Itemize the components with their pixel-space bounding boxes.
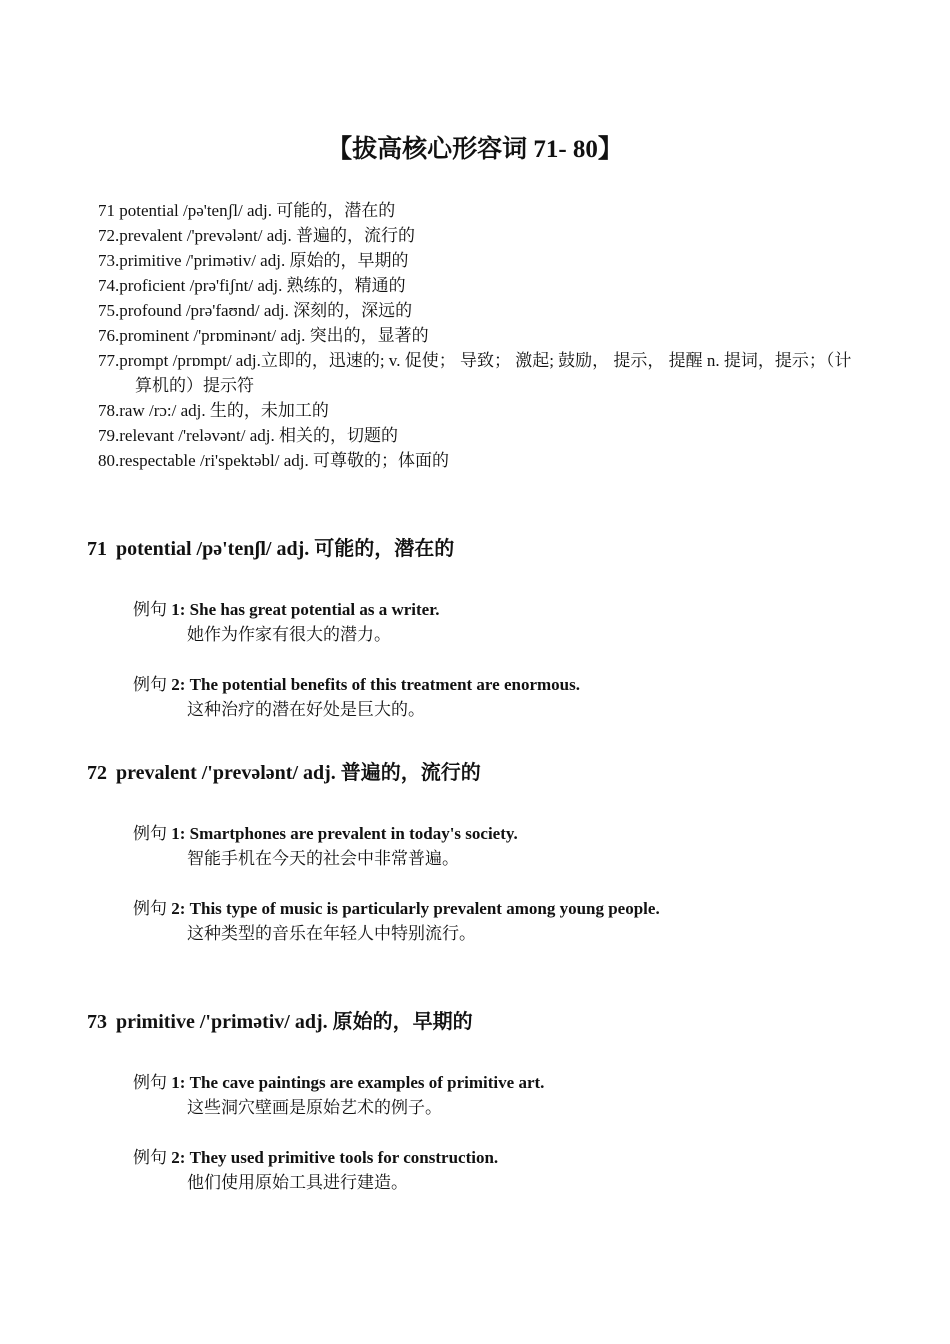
example-label: 例句 <box>133 675 167 694</box>
example-english: 2: The potential benefits of this treatment are enormous. <box>171 675 580 694</box>
page-title: 【拔高核心形容词 71- 80】 <box>327 136 623 163</box>
example-chinese: 这种治疗的潜在好处是巨大的。 <box>187 700 425 719</box>
example-label: 例句 <box>133 600 167 619</box>
example-block <box>133 1070 544 1120</box>
example-chinese: 智能手机在今天的社会中非常普遍。 <box>187 849 459 868</box>
summary-item: 78.raw /rɔ:/ adj. 生的，未加工的 <box>98 401 329 420</box>
entry-headword: primitive /'primətiv/ adj. 原始的，早期的 <box>116 1011 473 1033</box>
entry-heading <box>87 535 454 563</box>
example-label: 例句 <box>133 1148 167 1167</box>
example-block <box>133 597 439 647</box>
summary-item: 73.primitive /'primətiv/ adj. 原始的，早期的 <box>98 251 409 270</box>
example-english: 2: This type of music is particularly prevalent among young people. <box>171 899 660 918</box>
example-english: 1: The cave paintings are examples of primitive art. <box>171 1073 545 1092</box>
entry-heading <box>87 759 481 787</box>
example-label: 例句 <box>133 1073 167 1092</box>
example-block <box>133 896 660 946</box>
example-chinese: 这些洞穴壁画是原始艺术的例子。 <box>187 1098 442 1117</box>
summary-item: 76.prominent /'prɒminənt/ adj. 突出的，显著的 <box>98 326 429 345</box>
example-english: 1: She has great potential as a writer. <box>171 600 440 619</box>
summary-item: 71 potential /pə'tenʃl/ adj. 可能的，潜在的 <box>98 201 396 220</box>
summary-item: 77.prompt /prɒmpt/ adj.立即的，迅速的; v. 促使； 导致； 激起; 鼓励， 提示， 提醒 n. 提词，提示；（计算机的）提示符 <box>98 351 852 395</box>
entry-number: 71 <box>87 538 107 560</box>
example-chinese: 这种类型的音乐在年轻人中特别流行。 <box>187 924 476 943</box>
example-english: 1: Smartphones are prevalent in today's society. <box>171 824 518 843</box>
example-block <box>133 672 580 722</box>
summary-item: 79.relevant /'reləvənt/ adj. 相关的，切题的 <box>98 426 399 445</box>
example-label: 例句 <box>133 899 167 918</box>
example-chinese: 他们使用原始工具进行建造。 <box>187 1173 408 1192</box>
entry-headword: potential /pə'tenʃl/ adj. 可能的，潜在的 <box>116 538 455 560</box>
entry-number: 73 <box>87 1011 107 1033</box>
example-block <box>133 821 518 871</box>
example-chinese: 她作为作家有很大的潜力。 <box>187 625 391 644</box>
summary-item: 74.proficient /prə'fiʃnt/ adj. 熟练的，精通的 <box>98 276 406 295</box>
example-block <box>133 1145 498 1195</box>
entry-number: 72 <box>87 762 107 784</box>
summary-item: 72.prevalent /'prevələnt/ adj. 普遍的，流行的 <box>98 226 416 245</box>
example-english: 2: They used primitive tools for construction. <box>171 1148 499 1167</box>
summary-item: 75.profound /prə'faʊnd/ adj. 深刻的，深远的 <box>98 301 413 320</box>
entry-heading <box>87 1008 473 1036</box>
example-label: 例句 <box>133 824 167 843</box>
word-summary-list <box>98 198 858 473</box>
summary-item: 80.respectable /ri'spektəbl/ adj. 可尊敬的；体面的 <box>98 451 450 470</box>
entry-headword: prevalent /'prevələnt/ adj. 普遍的，流行的 <box>116 762 481 784</box>
